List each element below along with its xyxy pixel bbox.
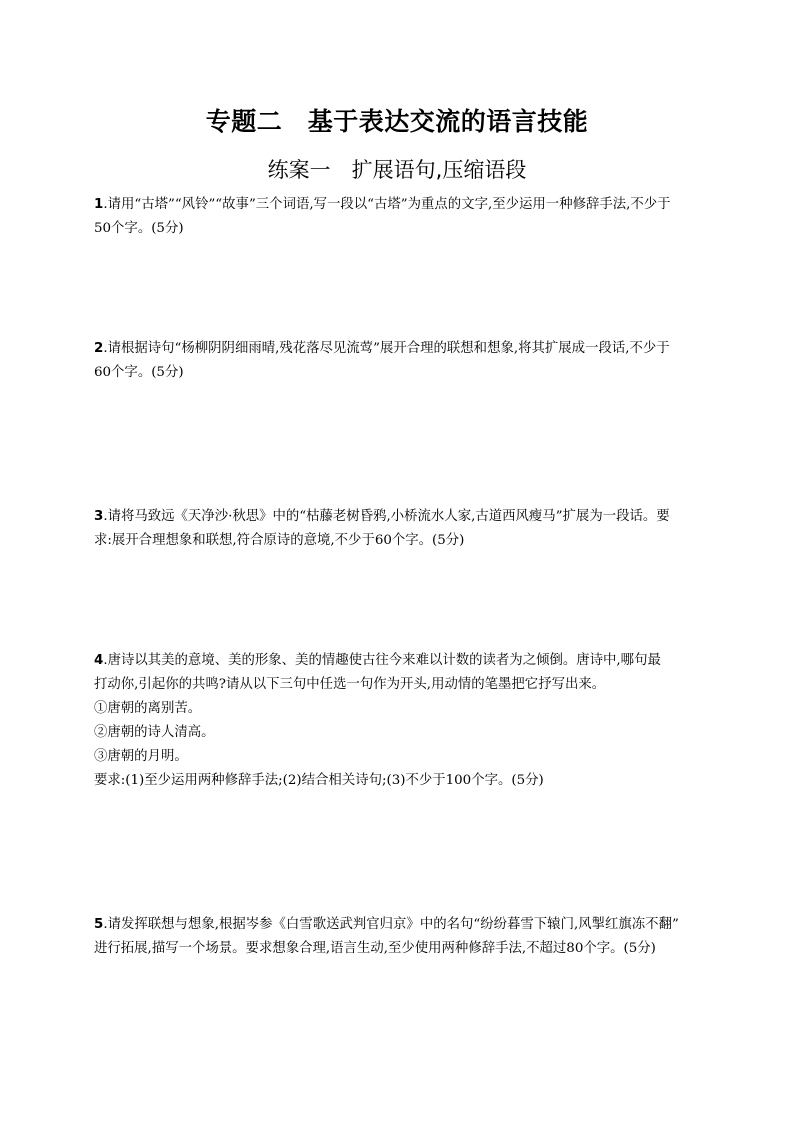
option-item: ③唐朝的月明。: [94, 749, 188, 764]
question-number: 3: [94, 509, 104, 524]
question-1: [94, 193, 699, 241]
question-line: 进行拓展,描写一个场景。要求想象合理,语言生动,至少使用两种修辞手法,不超过80个字。(5分): [94, 941, 656, 956]
option-item: ②唐朝的诗人清高。: [94, 725, 215, 740]
question-line: 2.请根据诗句“杨柳阴阴细雨晴,残花落尽见流莺”展开合理的联想和想象,将其扩展成一段话,不少于: [94, 341, 670, 356]
question-line: 60个字。(5分): [94, 365, 184, 380]
question-line: 3.请将马致远《天净沙·秋思》中的“枯藤老树昏鸦,小桥流水人家,古道西风瘦马”扩展为一段话。要: [94, 509, 670, 524]
question-number: 4: [94, 653, 104, 668]
page-subtitle: 练案一 扩展语句,压缩语段: [267, 158, 527, 182]
question-3: [94, 505, 699, 553]
page-title: 专题二 基于表达交流的语言技能: [205, 107, 589, 136]
option-item: ①唐朝的离别苦。: [94, 701, 202, 716]
question-line: 50个字。(5分): [94, 221, 184, 236]
question-2: [94, 337, 699, 385]
question-5: [94, 913, 699, 961]
question-line: 5.请发挥联想与想象,根据岑参《白雪歌送武判官归京》中的名句“纷纷暮雪下辕门,风掣红旗冻不翻”: [94, 917, 679, 932]
question-number: 1: [94, 197, 104, 212]
question-number: 5: [94, 917, 104, 932]
question-line: 4.唐诗以其美的意境、美的形象、美的情趣使古往今来难以计数的读者为之倾倒。唐诗中,哪句最: [94, 653, 661, 668]
question-line: 求:展开合理想象和联想,符合原诗的意境,不少于60个字。(5分): [94, 533, 465, 548]
requirement-line: 要求:(1)至少运用两种修辞手法;(2)结合相关诗句;(3)不少于100个字。(5分): [94, 773, 544, 788]
question-line: 1.请用“古塔”“风铃”“故事”三个词语,写一段以“古塔”为重点的文字,至少运用一种修辞手法,不少于: [94, 197, 671, 212]
question-4: [94, 649, 699, 793]
question-number: 2: [94, 341, 104, 356]
question-line: 打动你,引起你的共鸣?请从以下三句中任选一句作为开头,用动情的笔墨把它抒写出来。: [94, 677, 606, 692]
